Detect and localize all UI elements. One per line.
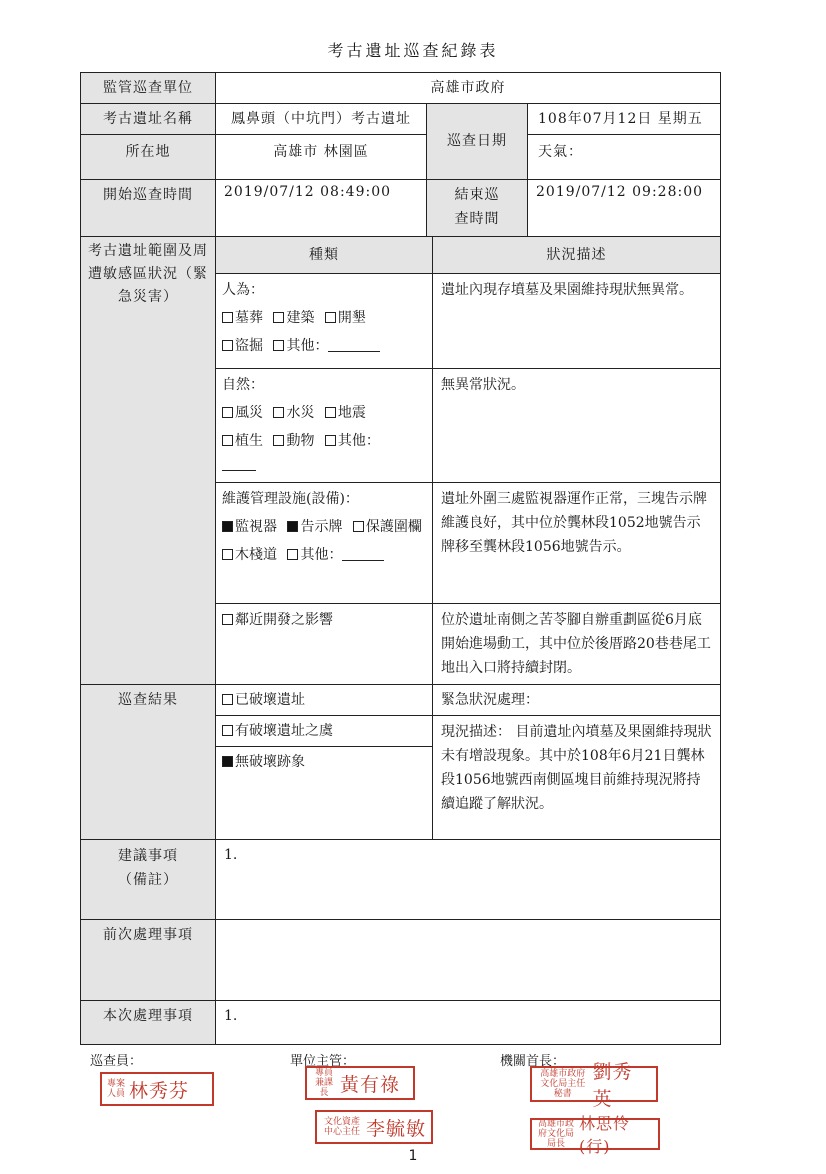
- result-option-none[interactable]: 無破壞跡象: [215, 746, 433, 840]
- checkbox-icon: [222, 694, 233, 705]
- checkbox-icon: [273, 407, 284, 418]
- natural-option-typhoon[interactable]: 風災: [222, 401, 263, 425]
- weather-value: 天氣：: [527, 134, 721, 180]
- natural-option-other[interactable]: 其他：: [325, 429, 380, 453]
- checkbox-icon: [287, 549, 298, 560]
- head-stamp-2: 高雄市政府文化局局長 林思伶(行): [530, 1118, 660, 1150]
- checkbox-icon: [273, 340, 284, 351]
- human-option-building[interactable]: 建築: [273, 306, 314, 330]
- checkbox-checked-icon: [222, 756, 233, 767]
- human-cell: [215, 273, 433, 369]
- result-option-destroyed[interactable]: 已破壞遺址: [215, 684, 433, 716]
- checkbox-icon: [222, 312, 233, 323]
- checkbox-icon: [273, 312, 284, 323]
- previous-value: [215, 919, 721, 1001]
- facility-option-camera[interactable]: 監視器: [222, 515, 277, 539]
- inspect-date-label: 巡查日期: [426, 103, 528, 180]
- checkbox-checked-icon: [222, 521, 233, 532]
- result-option-risk[interactable]: 有破壞遺址之虞: [215, 715, 433, 747]
- facility-option-fence[interactable]: 保護圍欄: [353, 519, 422, 535]
- human-option-cultivation[interactable]: 開墾: [325, 306, 366, 330]
- natural-option-earthquake[interactable]: 地震: [325, 401, 366, 425]
- site-name-value: 鳳鼻頭（中坑門）考古遺址: [215, 103, 427, 135]
- checkbox-icon: [222, 340, 233, 351]
- start-time-value: 2019/07/12 08:49:00: [215, 179, 427, 237]
- current-label: 本次處理事項: [80, 1000, 216, 1045]
- nearby-option[interactable]: 鄰近開發之影響: [222, 612, 333, 628]
- head-label: 機關首長：: [500, 1054, 566, 1069]
- result-label: 巡查結果: [80, 684, 216, 840]
- natural-option-plant[interactable]: 植生: [222, 429, 263, 453]
- nearby-cell: [215, 603, 433, 685]
- date-value: 108年07月12日 星期五: [527, 103, 721, 135]
- human-title: 人為：: [222, 282, 264, 298]
- nearby-desc: 位於遺址南側之苦苓腳自辦重劃區從6月底開始進場動工，其中位於後厝路20巷巷尾工地出入口將持續封閉。: [432, 603, 721, 685]
- end-time-value: 2019/07/12 09:28:00: [527, 179, 721, 237]
- inspector-label: 巡查員：: [90, 1054, 143, 1069]
- checkbox-icon: [325, 312, 336, 323]
- site-name-label: 考古遺址名稱: [80, 103, 216, 135]
- checkbox-icon: [222, 614, 233, 625]
- facility-cell: [215, 482, 433, 604]
- facility-desc: 遺址外圍三處監視器運作正常，三塊告示牌維護良好，其中位於龔林段1052地號告示牌移至龔林段1056地號告示。: [432, 482, 721, 604]
- facility-title: 維護管理設施(設備)：: [222, 491, 359, 507]
- unit-value: 高雄市政府: [215, 72, 721, 104]
- natural-title: 自然：: [222, 377, 264, 393]
- unit-label: 監管巡查單位: [80, 72, 216, 104]
- natural-option-flood[interactable]: 水災: [273, 401, 314, 425]
- checkbox-checked-icon: [287, 521, 298, 532]
- current-value: 1.: [215, 1000, 721, 1045]
- facility-option-boardwalk[interactable]: 木棧道: [222, 543, 277, 567]
- location-label: 所在地: [80, 134, 216, 180]
- checkbox-icon: [353, 521, 364, 532]
- range-status-label: 考古遺址範圍及周遭敏感區狀況（緊急災害）: [80, 236, 216, 685]
- inspector-stamp: 專案人員 林秀芬: [100, 1072, 214, 1106]
- previous-label: 前次處理事項: [80, 919, 216, 1001]
- head-stamp-1: 高雄市政府文化局主任秘書 劉秀英: [530, 1066, 658, 1102]
- human-desc: 遺址內現存墳墓及果園維持現狀無異常。: [432, 273, 721, 369]
- human-option-looting[interactable]: 盜掘: [222, 334, 263, 358]
- supervisor-stamp-2: 文化資產中心主任 李毓敏: [315, 1110, 433, 1144]
- supervisor-label: 單位主管：: [290, 1054, 356, 1069]
- checkbox-icon: [222, 549, 233, 560]
- human-option-other[interactable]: 其他：: [273, 334, 380, 358]
- form-title: 考古遺址巡查紀錄表: [327, 41, 499, 60]
- checkbox-icon: [222, 407, 233, 418]
- supervisor-stamp-1: 專員兼課長 黃有祿: [305, 1066, 415, 1100]
- human-option-burial[interactable]: 墓葬: [222, 306, 263, 330]
- checkbox-icon: [325, 435, 336, 446]
- emergency-handling: 緊急狀況處理：: [432, 684, 721, 716]
- status-desc-header: 狀況描述: [432, 236, 721, 274]
- location-value: 高雄市 林園區: [215, 134, 427, 180]
- checkbox-icon: [325, 407, 336, 418]
- category-header: 種類: [215, 236, 433, 274]
- current-desc: 現況描述： 目前遺址內墳墓及果園維持現狀未有增設現象。其中於108年6月21日龔林段1056地號西南側區塊目前維持現況將持續追蹤了解狀況。: [432, 715, 721, 840]
- natural-option-animal[interactable]: 動物: [273, 429, 314, 453]
- checkbox-icon: [222, 725, 233, 736]
- facility-option-other[interactable]: 其他：: [287, 543, 384, 567]
- end-time-label: 結束巡查時間: [426, 179, 528, 237]
- page-number: 1: [408, 1148, 418, 1164]
- facility-option-sign[interactable]: 告示牌: [287, 515, 342, 539]
- checkbox-icon: [222, 435, 233, 446]
- checkbox-icon: [273, 435, 284, 446]
- suggestion-label: 建議事項（備註）: [80, 839, 216, 920]
- natural-cell: [215, 368, 433, 483]
- natural-desc: 無異常狀況。: [432, 368, 721, 483]
- suggestion-value: 1.: [215, 839, 721, 920]
- start-time-label: 開始巡查時間: [80, 179, 216, 237]
